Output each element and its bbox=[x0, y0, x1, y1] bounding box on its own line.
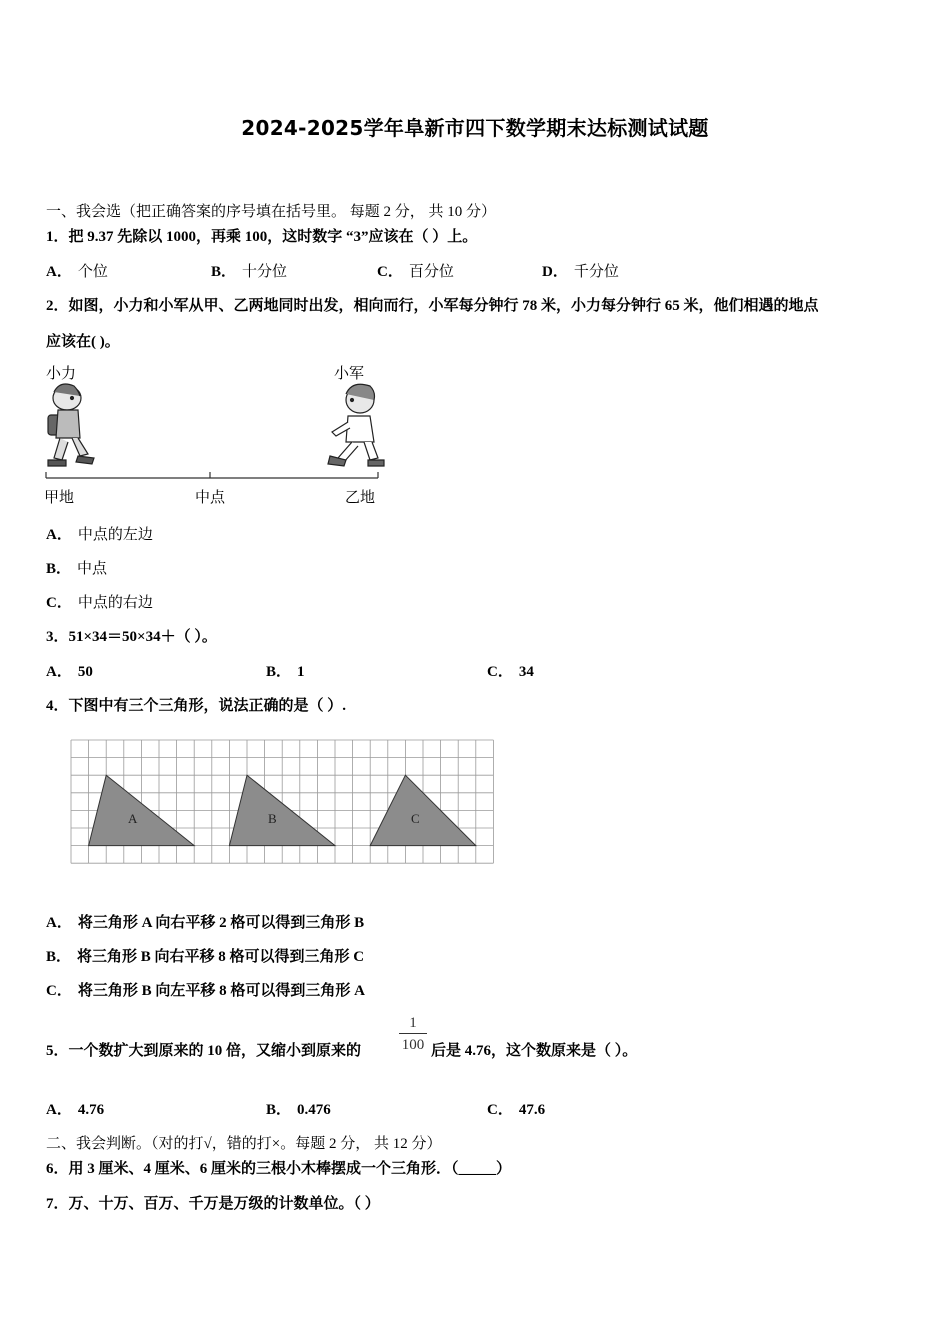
q4-grid-figure bbox=[70, 739, 496, 867]
fraction-numerator: 1 bbox=[409, 1015, 417, 1031]
option-text: 47.6 bbox=[518, 1102, 546, 1118]
triangle-label-c: C bbox=[411, 811, 420, 826]
q2-figure bbox=[40, 360, 390, 510]
option-letter: C． bbox=[487, 1102, 513, 1118]
q7-stem: 7．万、十万、百万、千万是万级的计数单位。（ ） bbox=[46, 1196, 380, 1212]
option-letter: B． bbox=[266, 664, 292, 680]
label-yidi: 乙地 bbox=[345, 488, 376, 506]
option-letter: C． bbox=[46, 595, 72, 611]
option-text: 50 bbox=[77, 664, 93, 680]
q5-option-b[interactable] bbox=[266, 1100, 331, 1120]
option-text: 1 bbox=[297, 664, 305, 680]
q4-option-a[interactable] bbox=[46, 913, 364, 933]
triangle-label-b: B bbox=[268, 811, 277, 826]
option-text: 中点的左边 bbox=[77, 527, 153, 543]
triangle-grid bbox=[70, 739, 496, 867]
q1-option-b[interactable] bbox=[211, 262, 287, 282]
q1-option-c[interactable] bbox=[377, 262, 454, 282]
option-letter: C． bbox=[487, 664, 513, 680]
q5-option-c[interactable] bbox=[487, 1100, 545, 1120]
q3-option-b[interactable] bbox=[266, 662, 305, 682]
label-midpoint: 中点 bbox=[195, 488, 226, 506]
name-xiaoli: 小力 bbox=[46, 364, 77, 382]
q3-option-c[interactable] bbox=[487, 662, 534, 682]
q5-fraction bbox=[398, 1013, 428, 1054]
q5-stem-after: 后是 4.76，这个数原来是（ ）。 bbox=[431, 1043, 638, 1059]
option-text: 0.476 bbox=[297, 1102, 331, 1118]
label-jiadi: 甲地 bbox=[44, 488, 75, 506]
option-text: 34 bbox=[518, 664, 534, 680]
option-letter: B． bbox=[46, 561, 72, 577]
option-text: 千分位 bbox=[573, 264, 619, 280]
q2-stem-line1: 2．如图，小力和小军从甲、乙两地同时出发，相向而行，小军每分钟行 78 米，小力每分钟行 65 米，他们相遇的地点 bbox=[46, 298, 819, 314]
q3-stem: 3．51×34＝50×34＋（ ）。 bbox=[46, 629, 217, 645]
option-text: 个位 bbox=[77, 264, 108, 280]
option-text: 将三角形 A 向右平移 2 格可以得到三角形 B bbox=[77, 915, 365, 931]
q5-stem-before: 5．一个数扩大到原来的 10 倍，又缩小到原来的 bbox=[46, 1043, 362, 1059]
q4-option-b[interactable] bbox=[46, 947, 364, 967]
q5-option-a[interactable] bbox=[46, 1100, 104, 1120]
boy-xiaojun-icon bbox=[328, 384, 384, 466]
q1-option-a[interactable] bbox=[46, 262, 108, 282]
option-letter: A． bbox=[46, 264, 72, 280]
triangle-label-a: A bbox=[128, 811, 138, 826]
q6-stem: 6．用 3 厘米、4 厘米、6 厘米的三根小木棒摆成一个三角形．（_____） bbox=[46, 1161, 512, 1177]
option-text: 将三角形 B 向左平移 8 格可以得到三角形 A bbox=[77, 983, 365, 999]
option-letter: C． bbox=[377, 264, 403, 280]
q2-option-b[interactable] bbox=[46, 559, 107, 579]
q1-option-d[interactable] bbox=[542, 262, 619, 282]
option-letter: A． bbox=[46, 915, 72, 931]
boy-xiaoli-icon bbox=[48, 384, 94, 466]
option-letter: D． bbox=[542, 264, 568, 280]
q1-stem: 1．把 9.37 先除以 1000，再乘 100，这时数字 “3”应该在（ ）上。 bbox=[46, 229, 478, 245]
option-letter: A． bbox=[46, 664, 72, 680]
q4-option-c[interactable] bbox=[46, 981, 365, 1001]
option-text: 十分位 bbox=[242, 264, 288, 280]
option-text: 4.76 bbox=[77, 1102, 105, 1118]
option-letter: A． bbox=[46, 527, 72, 543]
option-letter: B． bbox=[46, 949, 72, 965]
option-text: 中点 bbox=[77, 561, 108, 577]
section2-heading: 二、我会判断。（对的打√，错的打×。每题 2 分， 共 12 分） bbox=[46, 1136, 442, 1152]
name-xiaojun: 小军 bbox=[334, 364, 365, 382]
q4-stem: 4．下图中有三个三角形，说法正确的是（ ）. bbox=[46, 698, 347, 714]
fraction-denominator: 100 bbox=[401, 1037, 425, 1053]
q3-option-a[interactable] bbox=[46, 662, 93, 682]
option-text: 将三角形 B 向右平移 8 格可以得到三角形 C bbox=[77, 949, 365, 965]
page-title: 2024-2025学年阜新市四下数学期末达标测试试题 bbox=[241, 116, 709, 140]
option-letter: A． bbox=[46, 1102, 72, 1118]
option-letter: B． bbox=[266, 1102, 292, 1118]
option-text: 百分位 bbox=[408, 264, 454, 280]
q2-option-a[interactable] bbox=[46, 525, 153, 545]
option-letter: B． bbox=[211, 264, 237, 280]
option-letter: C． bbox=[46, 983, 72, 999]
q2-option-c[interactable] bbox=[46, 593, 153, 613]
q2-stem-line2: 应该在( )。 bbox=[46, 334, 120, 350]
option-text: 中点的右边 bbox=[77, 595, 153, 611]
section1-heading: 一、我会选（把正确答案的序号填在括号里。 每题 2 分， 共 10 分） bbox=[46, 204, 497, 220]
